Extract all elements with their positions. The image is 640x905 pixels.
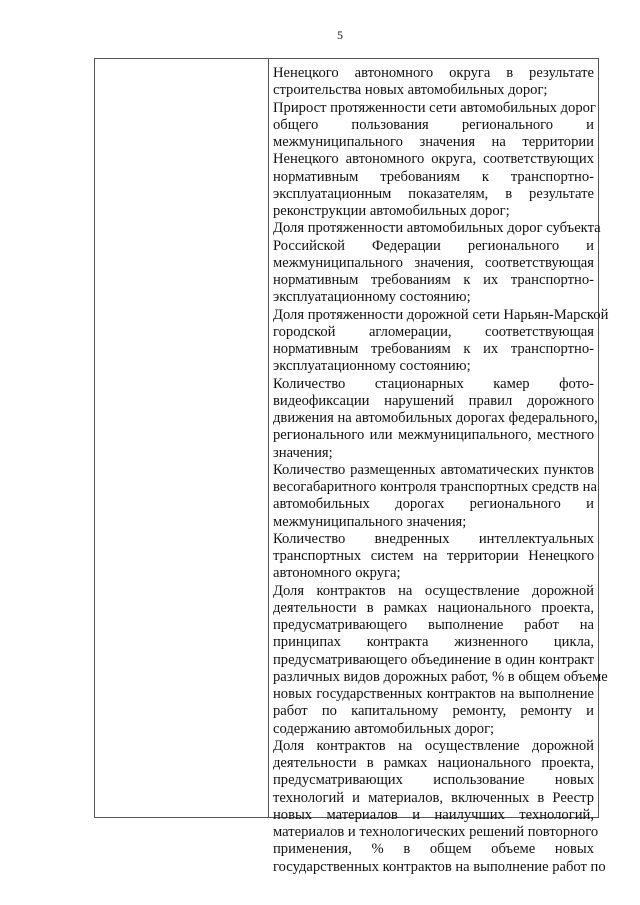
text-line: нормативным требованиям к их транспортно- <box>273 272 594 288</box>
text-line: автономного округа; <box>273 565 401 582</box>
text-line: нормативным требованиям к транспортно- <box>273 168 594 185</box>
text-line: межмуниципального значения на территории <box>273 134 594 150</box>
indicator-paragraph <box>273 375 598 462</box>
text-line: эксплуатационному состоянию; <box>273 358 471 375</box>
text-line: государственных контрактов на выполнение работ по <box>273 858 606 875</box>
text-line: технологий и материалов, включенных в Реестр <box>273 789 594 806</box>
text-line: автомобильных дорогах регионального и <box>273 496 594 513</box>
text-line: содержанию автомобильных дорог; <box>273 720 495 737</box>
text-line: межмуниципального значения, соответствующая <box>273 254 594 271</box>
text-line: значения; <box>273 444 333 461</box>
text-line: реконструкции автомобильных дорог; <box>273 203 510 219</box>
text-line: движения на автомобильных дорогах федерального, <box>273 410 598 426</box>
text-line: различных видов дорожных работ, % в общем объеме <box>273 668 608 685</box>
text-line: Количество размещенных автоматических пунктов <box>273 461 594 478</box>
text-line: применения, % в общем объеме новых <box>273 841 594 858</box>
column-divider <box>268 59 269 817</box>
text-line: принципах контракта жизненного цикла, <box>273 634 594 651</box>
indicator-paragraph <box>273 306 609 376</box>
indicator-paragraph <box>273 461 597 531</box>
text-line: Количество внедренных интеллектуальных <box>273 530 594 547</box>
page-number: 5 <box>337 28 343 42</box>
table-cell-indicators <box>273 65 609 876</box>
text-line: Ненецкого автономного округа в результате <box>273 65 594 81</box>
text-line: новых государственных контрактов на выполнение <box>273 686 594 702</box>
text-line: Доля протяженности автомобильных дорог субъекта <box>273 220 601 237</box>
table-cell-left <box>95 59 268 817</box>
indicator-paragraph <box>273 582 608 738</box>
text-line: Доля контрактов на осуществление дорожной <box>273 737 594 754</box>
text-line: транспортных систем на территории Ненецкого <box>273 548 594 564</box>
text-line: деятельности в рамках национального проекта, <box>273 599 594 616</box>
text-line: работ по капитальному ремонту, ремонту и <box>273 703 594 720</box>
indicators-table <box>94 58 609 875</box>
text-line: Количество стационарных камер фото- <box>273 375 594 392</box>
text-line: Российской Федерации регионального и <box>273 237 594 254</box>
indicator-paragraph <box>273 737 606 876</box>
text-line: общего пользования регионального и <box>273 116 594 133</box>
text-line: материалов и технологических решений повторного <box>273 824 599 840</box>
text-line: Прирост протяженности сети автомобильных дорог <box>273 99 596 116</box>
indicator-paragraph <box>273 65 594 100</box>
text-line: нормативным требованиям к их транспортно- <box>273 341 594 357</box>
text-line: видеофиксации нарушений правил дорожного <box>273 392 594 409</box>
indicator-paragraph <box>273 100 594 221</box>
text-line: предусматривающего объединение в один контракт <box>273 651 594 668</box>
text-line: весогабаритного контроля транспортных средств на <box>273 479 597 495</box>
text-line: городской агломерации, соответствующая <box>273 323 594 340</box>
indicator-paragraph <box>273 220 601 306</box>
text-line: эксплуатационному состоянию; <box>273 289 471 306</box>
text-line: предусматривающих использование новых <box>273 772 594 789</box>
text-line: регионального или межмуниципального, местного <box>273 427 594 444</box>
text-line: строительства новых автомобильных дорог; <box>273 82 548 99</box>
text-line: межмуниципального значения; <box>273 513 467 530</box>
indicator-paragraph <box>273 531 594 583</box>
text-line: предусматривающего выполнение работ на <box>273 617 594 633</box>
text-line: Ненецкого автономного округа, соответствующих <box>273 151 594 168</box>
text-line: деятельности в рамках национального проекта, <box>273 755 594 771</box>
text-line: эксплуатационным показателям, в результате <box>273 185 594 202</box>
text-line: Доля контрактов на осуществление дорожной <box>273 582 594 599</box>
text-line: новых материалов и наилучших технологий, <box>273 806 594 823</box>
text-line: Доля протяженности дорожной сети Нарьян-Марской <box>273 306 609 323</box>
